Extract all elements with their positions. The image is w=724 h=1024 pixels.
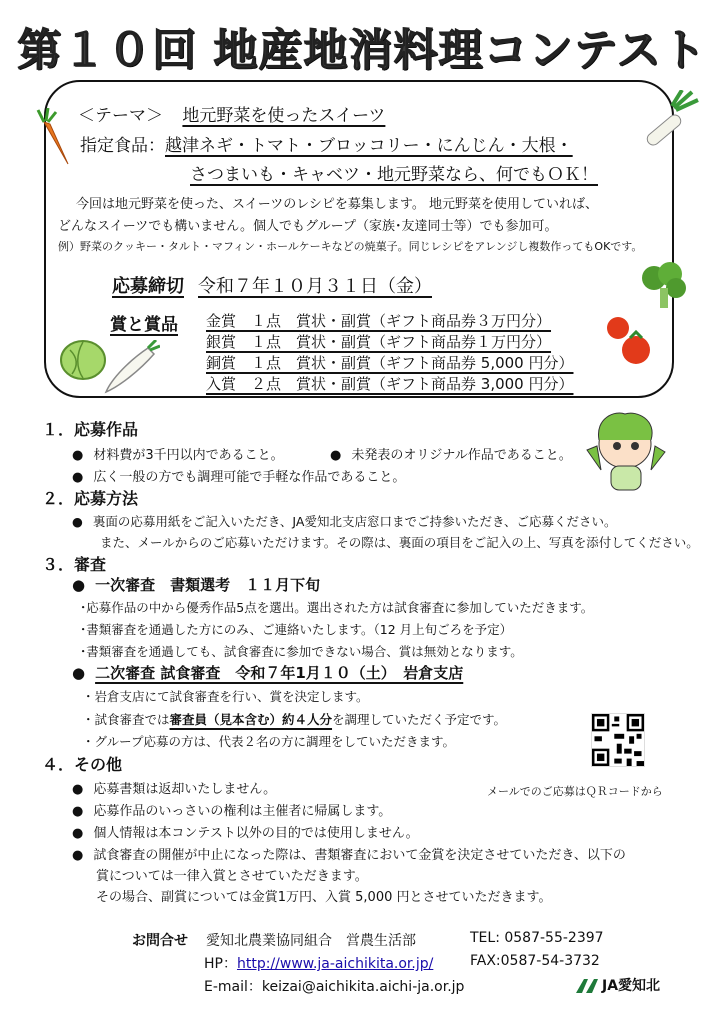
s1-item-cost: ● 材料費が3千円以内であること。 xyxy=(72,444,284,463)
deadline xyxy=(112,272,432,298)
s3-second-note-2 xyxy=(82,710,506,728)
food-list-2: さつまいも・キャベツ・地元野菜なら、何でもＯＫ！ xyxy=(190,165,598,185)
s1-item-original: ● 未発表のオリジナル作品であること。 xyxy=(330,444,572,463)
contact-hp xyxy=(204,953,433,973)
prize-bronze: 銅賞 １点 賞状・副賞（ギフト商品券 5,000 円分） xyxy=(206,354,574,372)
theme-label: ＜テーマ＞ xyxy=(78,106,163,126)
theme-line xyxy=(78,101,385,126)
leek-icon xyxy=(640,90,700,148)
s4-item-privacy: ● 個人情報は本コンテスト以外の目的では使用しません。 xyxy=(72,822,419,841)
s4-item-rights: ● 応募作品のいっさいの権利は主催者に帰属します。 xyxy=(72,800,391,819)
s3-first-review: ● 一次審査 書類選考 １１月下旬 xyxy=(72,574,320,595)
hp-link[interactable]: http://www.ja-aichikita.or.jp/ xyxy=(236,956,434,972)
ja-brand-text: JA愛知北 xyxy=(602,978,661,994)
page-title: 第１０回 地産地消料理コンテスト xyxy=(17,25,707,76)
s3-second-note-1: ・岩倉支店にて試食審査を行い、賞を決定します。 xyxy=(82,689,369,704)
s4-item-cancel-3: その場合、副賞については金賞1万円、入賞 5,000 円とさせていただきます。 xyxy=(96,890,552,905)
broccoli-icon xyxy=(638,260,690,312)
s2-item-email: また、メールからのご応募いただけます。その際は、裏面の項目をご記入の上、写真を添付してください。 xyxy=(100,535,699,550)
qr-code-icon[interactable] xyxy=(591,713,645,767)
ja-logo-icon xyxy=(574,977,600,993)
food-label: 指定食品： xyxy=(80,136,165,156)
deadline-date: 令和７年１０月３１日（金） xyxy=(198,276,432,297)
s3-second-review xyxy=(72,662,463,683)
s3-second-note-3: ・グループ応募の方は、代表２名の方に調理をしていただきます。 xyxy=(82,734,456,749)
theme-value: 地元野菜を使ったスイーツ xyxy=(182,106,386,126)
s4-item-cancel-1: ● 試食審査の開催が中止になった際は、書類審査において金賞を決定させていただき、以下の xyxy=(72,844,626,863)
ja-brand xyxy=(574,975,660,995)
qr-caption: メールでのご応募はＱＲコードから xyxy=(487,785,663,798)
section-4-title: ４．その他 xyxy=(42,755,123,774)
section-3-title: ３．審査 xyxy=(42,555,107,574)
prize-gold: 金賞 １点 賞状・副賞（ギフト商品券３万円分） xyxy=(206,312,552,330)
s3-first-note-1: ･応募作品の中から優秀作品5点を選出。選出された方は試食審査に参加していただきます。 xyxy=(80,600,594,615)
prize-silver: 銀賞 １点 賞状・副賞（ギフト商品券１万円分） xyxy=(206,333,552,351)
mascot-icon xyxy=(585,410,669,498)
s3-first-note-2: ･書類審査を通過した方にのみ、ご連絡いたします。（12 月上旬ごろを予定） xyxy=(80,622,513,637)
contact-org: 愛知北農業協同組合 営農生活部 xyxy=(206,933,416,949)
prize-merit: 入賞 ２点 賞状・副賞（ギフト商品券 3,000 円分） xyxy=(206,375,574,393)
tomato-icon xyxy=(604,314,654,370)
s3-note-2-suffix: を調理していただく予定です。 xyxy=(332,712,507,727)
section-2-title: ２．応募方法 xyxy=(42,489,139,508)
s2-item-store: ● 裏面の応募用紙をご記入いただき、JA愛知北支店窓口までご持参いただき、ご応募ください。 xyxy=(72,512,616,530)
section-1-title: １．応募作品 xyxy=(42,420,139,439)
intro-text-2: どんなスイーツでも構いません。個人でもグループ（家族･友達同士等）でも参加可。 xyxy=(58,219,558,234)
s4-item-cancel-2: 賞については一律入賞とさせていただきます。 xyxy=(96,869,368,884)
prize-label: 賞と賞品 xyxy=(110,315,178,335)
deadline-label: 応募締切 xyxy=(112,276,184,297)
s1-item-easy: ● 広く一般の方でも調理可能で手軽な作品であること。 xyxy=(72,466,405,485)
s3-note-2-bold: 審査員（見本含む）約４人分 xyxy=(169,712,333,727)
s4-item-return: ● 応募書類は返却いたしません。 xyxy=(72,778,276,797)
s3-note-2-prefix: ・試食審査では xyxy=(82,712,170,727)
contact-tel: TEL: 0587-55-2397 xyxy=(470,930,604,946)
intro-example: 例）野菜のクッキー・タルト・マフィン・ホールケーキなどの焼菓子。同じレシピをアレンジし複数作ってもOKです。 xyxy=(58,240,643,253)
food-list-1: 越津ネギ・トマト・ブロッコリー・にんじん・大根・ xyxy=(165,136,573,156)
contact-label: お問合せ xyxy=(132,933,188,949)
contact-email[interactable]: E-mail：keizai@aichikita.aichi-ja.or.jp xyxy=(204,979,465,995)
carrot-icon xyxy=(34,108,76,168)
intro-text-1: 今回は地元野菜を使った、スイーツのレシピを募集します。 地元野菜を使用していれば、 xyxy=(76,197,598,212)
daikon-icon xyxy=(100,340,160,396)
contact-fax: FAX:0587-54-3732 xyxy=(470,953,600,969)
hp-label: HP： xyxy=(204,956,237,972)
s3-second-text: 二次審査 試食審査 令和７年1月１０（土） 岩倉支店 xyxy=(95,664,464,682)
s3-first-note-3: ･書類審査を通過しても、試食審査に参加できない場合、賞は無効となります。 xyxy=(80,644,523,659)
designated-food-line-1 xyxy=(80,131,573,156)
